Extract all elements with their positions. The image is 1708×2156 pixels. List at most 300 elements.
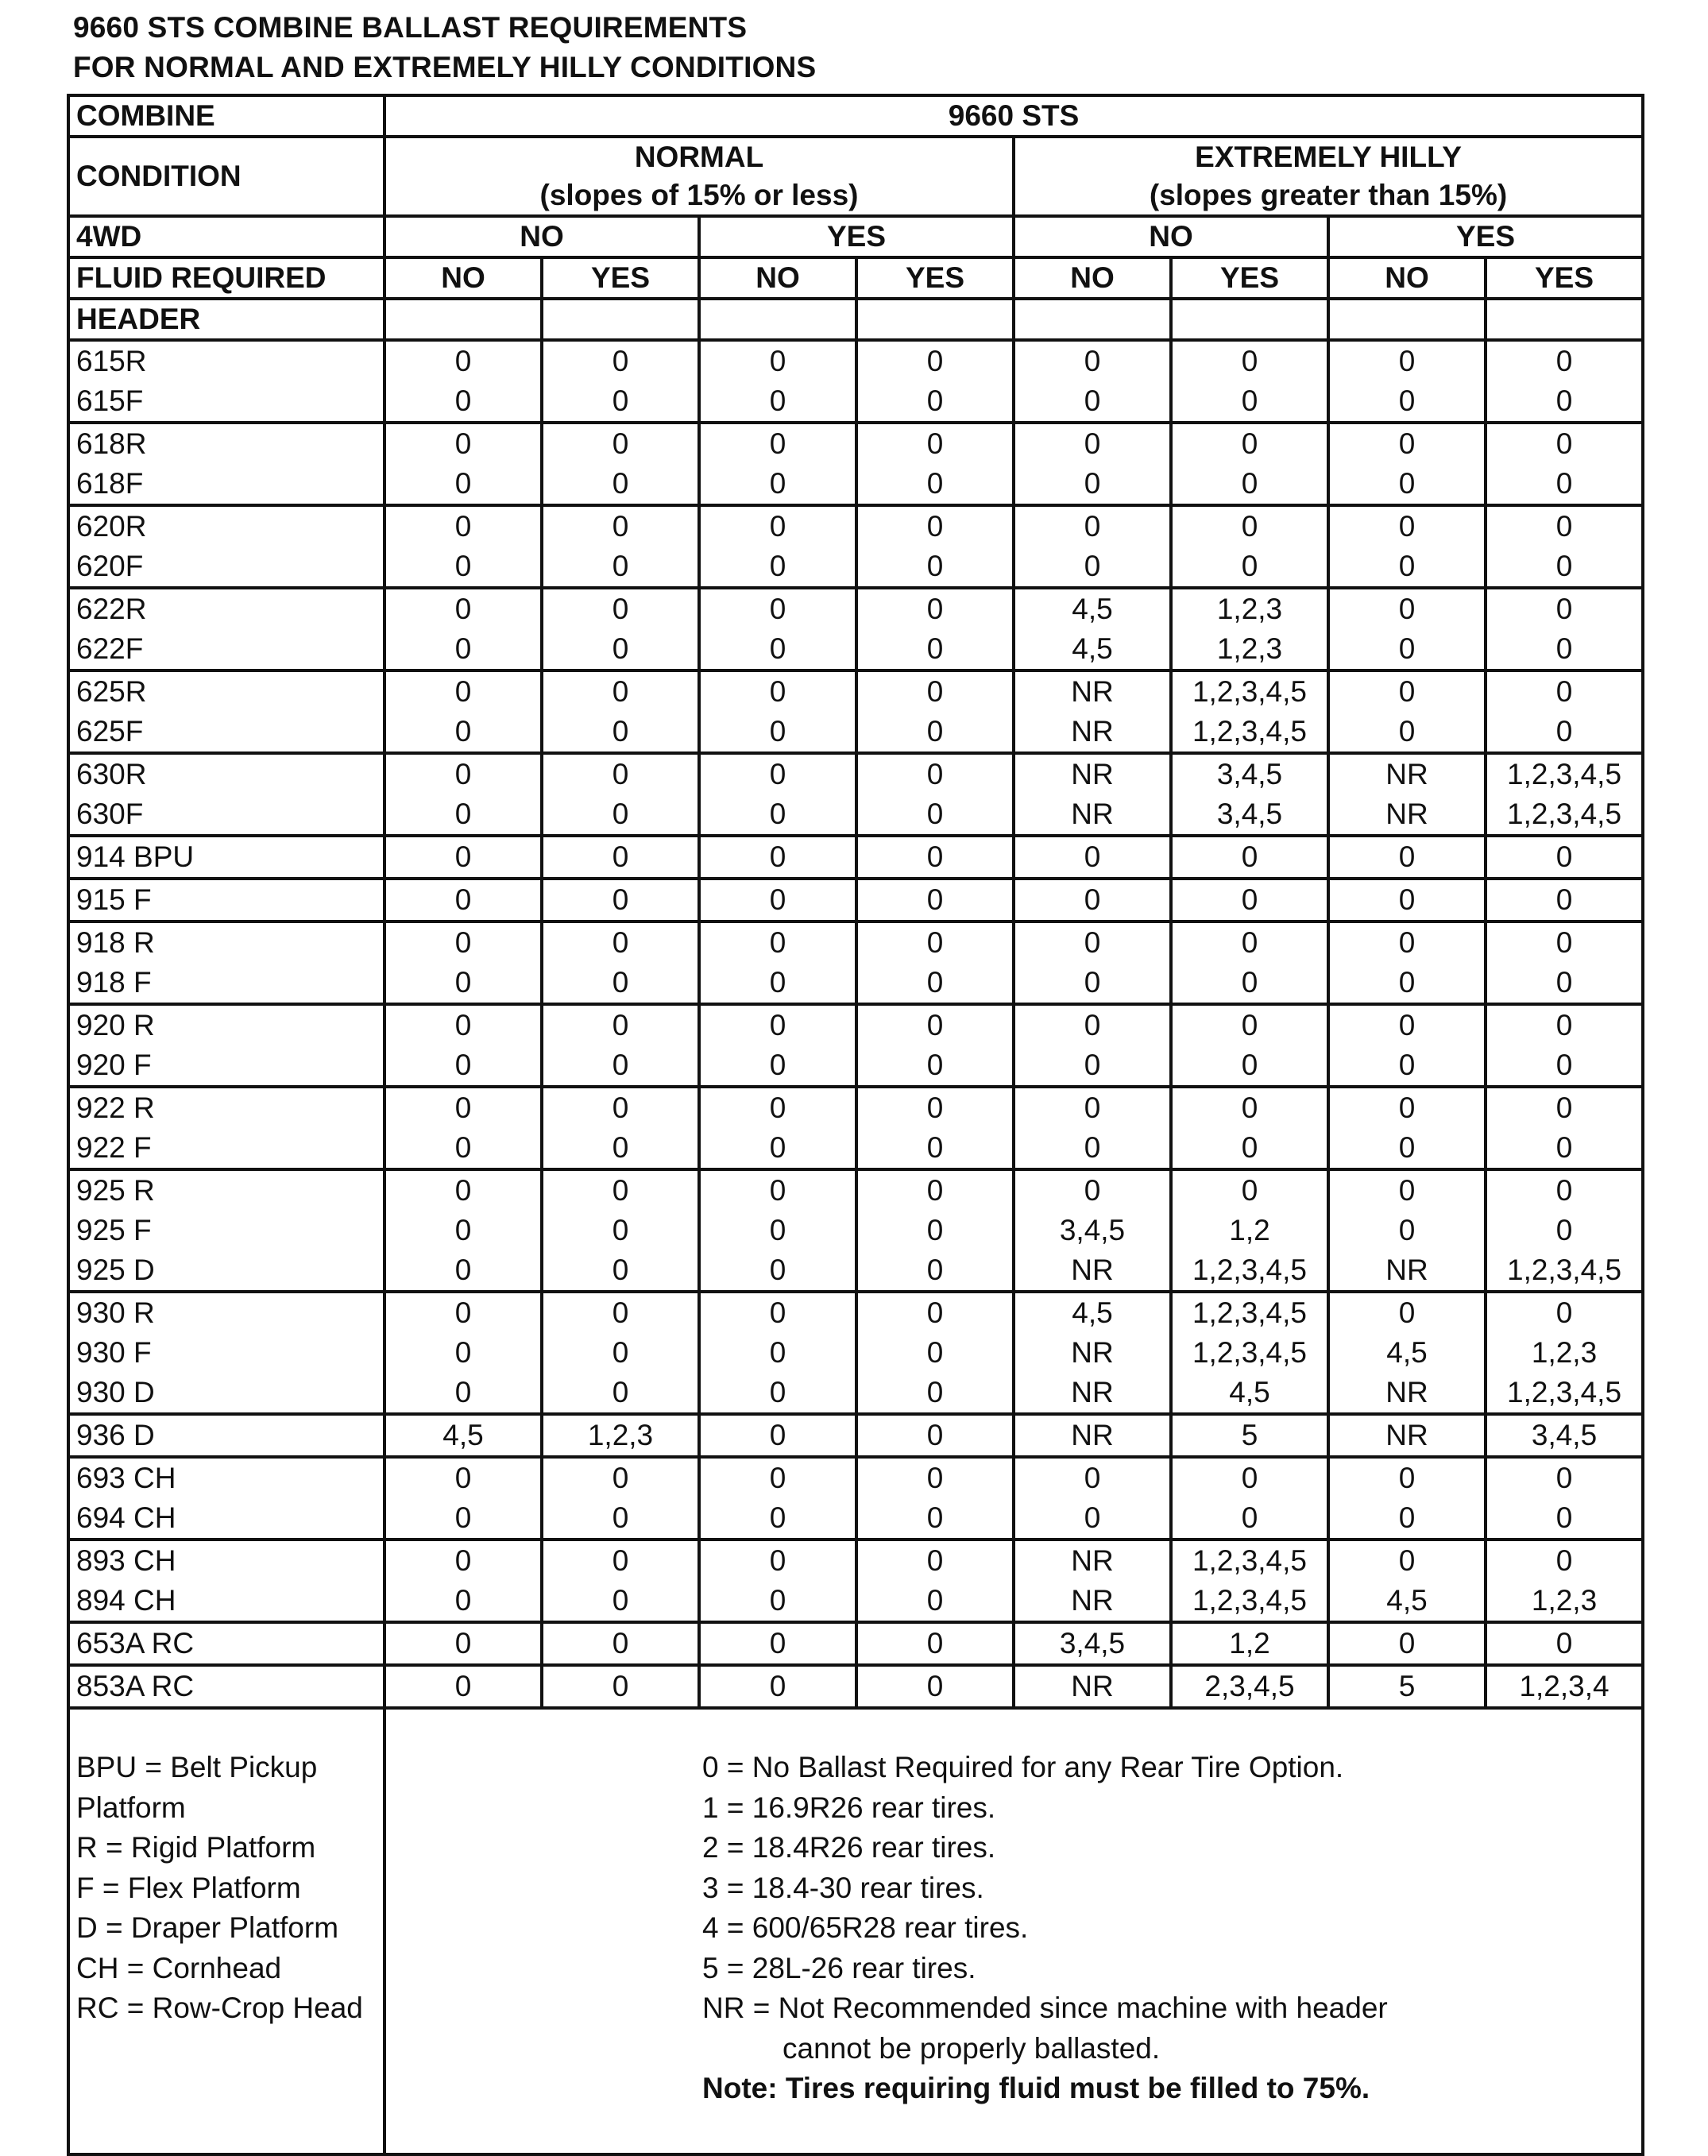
ballast-cell: 0 — [384, 712, 542, 753]
ballast-cell: 0 — [1486, 670, 1643, 712]
ballast-cell: 0 — [542, 423, 699, 464]
ballast-cell: 0 — [384, 794, 542, 836]
header-group — [68, 1457, 1643, 1540]
table-row — [68, 547, 1643, 588]
ballast-cell: 0 — [1014, 1169, 1171, 1211]
ballast-cell: 1,2 — [1171, 1211, 1328, 1250]
header-model: 630R — [68, 753, 384, 794]
ballast-cell: 4,5 — [1014, 629, 1171, 670]
header-column-label: HEADER — [68, 299, 384, 340]
condition-label: CONDITION — [68, 137, 384, 216]
header-model: 922 F — [68, 1128, 384, 1169]
ballast-cell: 0 — [699, 340, 856, 381]
header-model: 918 R — [68, 922, 384, 963]
ballast-cell: 3,4,5 — [1014, 1211, 1171, 1250]
table-row — [68, 1622, 1643, 1665]
ballast-cell: 4,5 — [1171, 1373, 1328, 1414]
ballast-cell: 0 — [542, 1498, 699, 1540]
blank-cell — [1486, 299, 1643, 340]
ballast-cell: NR — [1014, 712, 1171, 753]
ballast-cell: 0 — [856, 1004, 1014, 1045]
header-model: 922 R — [68, 1087, 384, 1128]
ballast-cell: 0 — [856, 629, 1014, 670]
header-group — [68, 922, 1643, 1004]
legend-tires — [384, 1708, 1643, 2154]
title-line-1: 9660 STS COMBINE BALLAST REQUIREMENTS — [73, 11, 748, 44]
ballast-cell: 0 — [856, 1045, 1014, 1087]
ballast-cell: 0 — [856, 423, 1014, 464]
ballast-cell: 1,2,3,4,5 — [1486, 794, 1643, 836]
title-line-2: FOR NORMAL AND EXTREMELY HILLY CONDITIONS — [73, 51, 817, 83]
ballast-cell: 0 — [1328, 1045, 1486, 1087]
fluid-value: YES — [1486, 257, 1643, 299]
table-row — [68, 1665, 1643, 1708]
ballast-cell: 0 — [699, 629, 856, 670]
ballast-cell: 0 — [856, 1128, 1014, 1169]
ballast-cell: 0 — [1486, 712, 1643, 753]
legend-tire-continuation: cannot be properly ballasted. — [783, 2031, 1161, 2065]
header-model: 693 CH — [68, 1457, 384, 1498]
ballast-cell: 0 — [1328, 1211, 1486, 1250]
ballast-cell: 0 — [542, 963, 699, 1004]
ballast-cell: 0 — [1171, 381, 1328, 423]
ballast-cell: 0 — [1328, 1087, 1486, 1128]
table-row — [68, 922, 1643, 963]
ballast-cell: 0 — [542, 1333, 699, 1373]
ballast-cell: 4,5 — [1014, 588, 1171, 629]
ballast-cell: 0 — [1171, 879, 1328, 922]
ballast-cell: 1,2 — [1171, 1622, 1328, 1665]
header-group — [68, 1087, 1643, 1169]
fluid-label: FLUID REQUIRED — [68, 257, 384, 299]
ballast-cell: 1,2,3,4,5 — [1486, 753, 1643, 794]
ballast-cell: 0 — [384, 670, 542, 712]
ballast-cell: 0 — [1014, 423, 1171, 464]
ballast-cell: 0 — [384, 836, 542, 879]
ballast-cell: 0 — [542, 1128, 699, 1169]
header-group — [68, 505, 1643, 588]
ballast-cell: 0 — [1328, 1292, 1486, 1333]
header-group — [68, 1292, 1643, 1414]
ballast-cell: 0 — [1014, 1087, 1171, 1128]
ballast-cell: 0 — [384, 1581, 542, 1622]
ballast-cell: 0 — [1486, 1169, 1643, 1211]
ballast-cell: 0 — [1486, 1540, 1643, 1581]
ballast-cell: 4,5 — [1014, 1292, 1171, 1333]
ballast-cell: 0 — [856, 963, 1014, 1004]
ballast-cell: NR — [1014, 1581, 1171, 1622]
table-row — [68, 1540, 1643, 1581]
ballast-cell: 0 — [699, 505, 856, 547]
ballast-cell: 0 — [1328, 1622, 1486, 1665]
table-row — [68, 1373, 1643, 1414]
condition-hilly-title: EXTREMELY HILLY — [1195, 141, 1462, 173]
ballast-cell: 0 — [1171, 963, 1328, 1004]
ballast-cell: 0 — [384, 1665, 542, 1708]
blank-cell — [856, 299, 1014, 340]
header-model: 615R — [68, 340, 384, 381]
ballast-cell: 0 — [699, 1333, 856, 1373]
ballast-cell: 1,2,3,4,5 — [1171, 1581, 1328, 1622]
legend-tire-item: 1 = 16.9R26 rear tires. — [702, 1791, 996, 1824]
ballast-cell: 0 — [384, 1540, 542, 1581]
ballast-cell: 0 — [699, 1665, 856, 1708]
ballast-cell: 0 — [699, 670, 856, 712]
table-row — [68, 381, 1643, 423]
ballast-cell: 0 — [542, 629, 699, 670]
ballast-cell: 0 — [1171, 922, 1328, 963]
fluid-value: NO — [699, 257, 856, 299]
ballast-cell: 0 — [384, 1457, 542, 1498]
ballast-cell: 0 — [384, 340, 542, 381]
ballast-cell: NR — [1328, 1373, 1486, 1414]
ballast-cell: 3,4,5 — [1171, 794, 1328, 836]
blank-cell — [384, 299, 542, 340]
ballast-cell: 0 — [542, 753, 699, 794]
ballast-cell: 0 — [1014, 922, 1171, 963]
ballast-cell: 0 — [699, 1211, 856, 1250]
ballast-cell: 0 — [1328, 588, 1486, 629]
ballast-cell: 5 — [1171, 1414, 1328, 1457]
ballast-cell: 0 — [384, 1622, 542, 1665]
ballast-cell: 0 — [542, 505, 699, 547]
table-row — [68, 879, 1643, 922]
fluid-value: NO — [1328, 257, 1486, 299]
fourwd-label: 4WD — [68, 216, 384, 257]
ballast-cell: 0 — [856, 753, 1014, 794]
ballast-cell: 0 — [699, 794, 856, 836]
ballast-cell: 0 — [699, 464, 856, 505]
ballast-cell: 0 — [1486, 1128, 1643, 1169]
header-model: 894 CH — [68, 1581, 384, 1622]
ballast-cell: 0 — [1486, 1211, 1643, 1250]
ballast-cell: 0 — [699, 1498, 856, 1540]
header-model: 630F — [68, 794, 384, 836]
ballast-cell: 0 — [542, 1665, 699, 1708]
ballast-cell: 0 — [384, 1004, 542, 1045]
ballast-cell: 0 — [856, 1373, 1014, 1414]
legend-note: Note: Tires requiring fluid must be filled to 75%. — [702, 2072, 1370, 2104]
ballast-cell: 0 — [384, 588, 542, 629]
ballast-cell: 3,4,5 — [1014, 1622, 1171, 1665]
ballast-cell: 1,2,3,4,5 — [1171, 712, 1328, 753]
ballast-cell: 0 — [1328, 922, 1486, 963]
ballast-cell: 0 — [1486, 1622, 1643, 1665]
ballast-cell: 0 — [1328, 1457, 1486, 1498]
table-row — [68, 1457, 1643, 1498]
ballast-cell: 0 — [856, 1292, 1014, 1333]
ballast-cell: 0 — [542, 1373, 699, 1414]
ballast-cell: 0 — [1328, 1169, 1486, 1211]
table-row — [68, 753, 1643, 794]
ballast-cell: 0 — [856, 922, 1014, 963]
ballast-cell: 0 — [1014, 464, 1171, 505]
ballast-cell: 0 — [856, 1250, 1014, 1292]
ballast-cell: 5 — [1328, 1665, 1486, 1708]
ballast-cell: 0 — [1014, 340, 1171, 381]
legend-headers — [68, 1708, 384, 2154]
ballast-cell: 0 — [1486, 1292, 1643, 1333]
ballast-cell: 0 — [699, 1292, 856, 1333]
ballast-cell: 0 — [542, 1087, 699, 1128]
table-row — [68, 670, 1643, 712]
ballast-cell: 0 — [542, 712, 699, 753]
ballast-cell: 0 — [856, 670, 1014, 712]
ballast-cell: 0 — [699, 547, 856, 588]
ballast-cell: 0 — [1328, 629, 1486, 670]
condition-normal-title: NORMAL — [634, 141, 764, 173]
header-group — [68, 1665, 1643, 1708]
ballast-cell: 0 — [1486, 879, 1643, 922]
ballast-cell: 0 — [542, 1622, 699, 1665]
header-model: 620R — [68, 505, 384, 547]
table-row — [68, 794, 1643, 836]
table-row — [68, 464, 1643, 505]
table-row — [68, 1045, 1643, 1087]
ballast-cell: NR — [1014, 670, 1171, 712]
ballast-cell: NR — [1014, 753, 1171, 794]
ballast-cell: 0 — [542, 1581, 699, 1622]
header-model: 920 R — [68, 1004, 384, 1045]
header-group — [68, 1414, 1643, 1457]
ballast-cell: 0 — [542, 1292, 699, 1333]
combine-label: COMBINE — [68, 95, 384, 137]
ballast-cell: 0 — [1014, 1457, 1171, 1498]
condition-normal-subtitle: (slopes of 15% or less) — [539, 179, 859, 211]
header-model: 920 F — [68, 1045, 384, 1087]
ballast-cell: 2,3,4,5 — [1171, 1665, 1328, 1708]
header-model: 914 BPU — [68, 836, 384, 879]
ballast-cell: 0 — [384, 1250, 542, 1292]
legend-header-item: CH = Cornhead — [76, 1951, 282, 1984]
ballast-cell: 0 — [1486, 464, 1643, 505]
ballast-cell: 0 — [1171, 464, 1328, 505]
blank-cell — [1014, 299, 1171, 340]
ballast-cell: 4,5 — [384, 1414, 542, 1457]
table-row — [68, 1087, 1643, 1128]
legend-tire-item: 2 = 18.4R26 rear tires. — [702, 1831, 996, 1864]
ballast-cell: 0 — [856, 794, 1014, 836]
header-model: 694 CH — [68, 1498, 384, 1540]
ballast-cell: 0 — [542, 836, 699, 879]
header-model: 618F — [68, 464, 384, 505]
header-model: 622R — [68, 588, 384, 629]
ballast-cell: 0 — [1328, 1004, 1486, 1045]
header-model: 930 R — [68, 1292, 384, 1333]
ballast-cell: 0 — [1328, 670, 1486, 712]
ballast-cell: 0 — [1171, 505, 1328, 547]
ballast-cell: 0 — [699, 1045, 856, 1087]
ballast-cell: 0 — [384, 505, 542, 547]
ballast-cell: 0 — [542, 922, 699, 963]
header-model: 915 F — [68, 879, 384, 922]
ballast-cell: 0 — [856, 712, 1014, 753]
ballast-cell: 0 — [1328, 464, 1486, 505]
ballast-cell: 0 — [384, 1045, 542, 1087]
ballast-cell: 0 — [1171, 547, 1328, 588]
ballast-cell: 0 — [542, 588, 699, 629]
ballast-cell: 0 — [384, 753, 542, 794]
ballast-cell: 0 — [1486, 629, 1643, 670]
table-row — [68, 836, 1643, 879]
ballast-cell: 0 — [1171, 1087, 1328, 1128]
ballast-cell: 0 — [542, 794, 699, 836]
ballast-cell: 0 — [1486, 381, 1643, 423]
ballast-cell: 0 — [384, 963, 542, 1004]
condition-hilly-subtitle: (slopes greater than 15%) — [1149, 179, 1508, 211]
table-row — [68, 1581, 1643, 1622]
blank-cell — [542, 299, 699, 340]
ballast-cell: 0 — [1486, 1087, 1643, 1128]
ballast-cell: 0 — [1014, 963, 1171, 1004]
ballast-cell: 0 — [699, 753, 856, 794]
header-group — [68, 1169, 1643, 1292]
ballast-cell: 0 — [384, 464, 542, 505]
ballast-cell: 0 — [699, 1622, 856, 1665]
header-model: 618R — [68, 423, 384, 464]
ballast-cell: 0 — [1486, 588, 1643, 629]
ballast-cell: 0 — [856, 464, 1014, 505]
table-row — [68, 1333, 1643, 1373]
ballast-cell: 0 — [1328, 712, 1486, 753]
ballast-cell: 0 — [384, 629, 542, 670]
ballast-cell: 0 — [699, 423, 856, 464]
legend-tire-item: NR = Not Recommended since machine with header — [702, 1992, 1388, 2024]
legend-header-item: BPU = Belt Pickup Platform — [76, 1751, 318, 1824]
ballast-cell: 0 — [1171, 1169, 1328, 1211]
ballast-cell: 0 — [856, 1540, 1014, 1581]
ballast-cell: 0 — [542, 1250, 699, 1292]
header-model: 625R — [68, 670, 384, 712]
ballast-cell: 0 — [856, 1414, 1014, 1457]
table-row — [68, 1498, 1643, 1540]
ballast-cell: 0 — [699, 588, 856, 629]
ballast-cell: 0 — [856, 879, 1014, 922]
ballast-cell: 0 — [384, 1498, 542, 1540]
table-row — [68, 1414, 1643, 1457]
ballast-cell: 0 — [542, 670, 699, 712]
ballast-cell: 0 — [1328, 1498, 1486, 1540]
ballast-cell: 0 — [1486, 423, 1643, 464]
ballast-cell: 0 — [1171, 836, 1328, 879]
legend-header-item: D = Draper Platform — [76, 1911, 339, 1944]
ballast-cell: 0 — [542, 1169, 699, 1211]
fluid-value: NO — [1014, 257, 1171, 299]
ballast-cell: NR — [1014, 1665, 1171, 1708]
ballast-cell: 0 — [699, 1414, 856, 1457]
table-row — [68, 505, 1643, 547]
ballast-cell: 0 — [384, 1333, 542, 1373]
header-group — [68, 879, 1643, 922]
ballast-cell: 1,2,3,4 — [1486, 1665, 1643, 1708]
fluid-value: YES — [1171, 257, 1328, 299]
ballast-cell: NR — [1328, 1250, 1486, 1292]
ballast-cell: 0 — [384, 1169, 542, 1211]
ballast-cell: 0 — [542, 464, 699, 505]
table-row — [68, 963, 1643, 1004]
fourwd-value: NO — [384, 216, 699, 257]
ballast-cell: 0 — [1171, 1004, 1328, 1045]
ballast-cell: 0 — [1486, 963, 1643, 1004]
legend-tire-item: 4 = 600/65R28 rear tires. — [702, 1911, 1029, 1944]
table-row — [68, 1211, 1643, 1250]
ballast-cell: 0 — [856, 1169, 1014, 1211]
ballast-cell: 0 — [699, 1581, 856, 1622]
ballast-cell: 0 — [1328, 963, 1486, 1004]
ballast-cell: 0 — [1171, 1128, 1328, 1169]
ballast-cell: 1,2,3,4,5 — [1171, 1292, 1328, 1333]
ballast-cell: 0 — [1328, 879, 1486, 922]
ballast-cell: 1,2,3,4,5 — [1171, 670, 1328, 712]
ballast-cell: 0 — [542, 340, 699, 381]
table-row — [68, 1169, 1643, 1211]
ballast-table — [67, 94, 1644, 2156]
ballast-cell: NR — [1014, 1373, 1171, 1414]
ballast-cell: 0 — [1171, 1045, 1328, 1087]
ballast-cell: 0 — [699, 712, 856, 753]
fluid-value: YES — [856, 257, 1014, 299]
ballast-cell: 0 — [384, 547, 542, 588]
ballast-cell: 0 — [1486, 547, 1643, 588]
ballast-cell: NR — [1014, 1250, 1171, 1292]
ballast-cell: 0 — [856, 505, 1014, 547]
condition-normal — [384, 137, 1014, 216]
ballast-cell: 0 — [856, 1622, 1014, 1665]
header-model: 930 D — [68, 1373, 384, 1414]
header-model: 918 F — [68, 963, 384, 1004]
ballast-cell: 0 — [1014, 1498, 1171, 1540]
ballast-cell: 0 — [856, 1087, 1014, 1128]
ballast-cell: 0 — [1171, 340, 1328, 381]
ballast-cell: 0 — [1014, 547, 1171, 588]
legend-header-item: F = Flex Platform — [76, 1871, 301, 1904]
fluid-value: YES — [542, 257, 699, 299]
header-group — [68, 753, 1643, 836]
ballast-cell: 0 — [856, 1211, 1014, 1250]
ballast-cell: 0 — [1328, 381, 1486, 423]
ballast-cell: 1,2,3 — [1171, 629, 1328, 670]
ballast-cell: 0 — [542, 1457, 699, 1498]
ballast-cell: 0 — [1328, 836, 1486, 879]
table-row — [68, 1250, 1643, 1292]
ballast-cell: 0 — [699, 1087, 856, 1128]
table-row — [68, 1128, 1643, 1169]
ballast-cell: 0 — [1171, 1498, 1328, 1540]
ballast-cell: 0 — [699, 879, 856, 922]
ballast-cell: 3,4,5 — [1171, 753, 1328, 794]
header-group — [68, 1004, 1643, 1087]
ballast-cell: NR — [1014, 1414, 1171, 1457]
ballast-cell: NR — [1328, 753, 1486, 794]
table-row — [68, 1004, 1643, 1045]
ballast-cell: 0 — [699, 836, 856, 879]
ballast-cell: 0 — [856, 1333, 1014, 1373]
ballast-cell: 0 — [1486, 505, 1643, 547]
table-row — [68, 1292, 1643, 1333]
ballast-cell: 0 — [1486, 922, 1643, 963]
ballast-cell: 0 — [384, 1087, 542, 1128]
header-model: 622F — [68, 629, 384, 670]
ballast-cell: 0 — [1328, 1128, 1486, 1169]
ballast-cell: 3,4,5 — [1486, 1414, 1643, 1457]
ballast-cell: 1,2,3 — [1486, 1581, 1643, 1622]
ballast-cell: 0 — [699, 1457, 856, 1498]
ballast-cell: 0 — [1014, 1004, 1171, 1045]
ballast-cell: 1,2,3,4,5 — [1171, 1333, 1328, 1373]
ballast-cell: 0 — [1014, 381, 1171, 423]
ballast-cell: 0 — [1328, 1540, 1486, 1581]
ballast-cell: 0 — [1328, 505, 1486, 547]
